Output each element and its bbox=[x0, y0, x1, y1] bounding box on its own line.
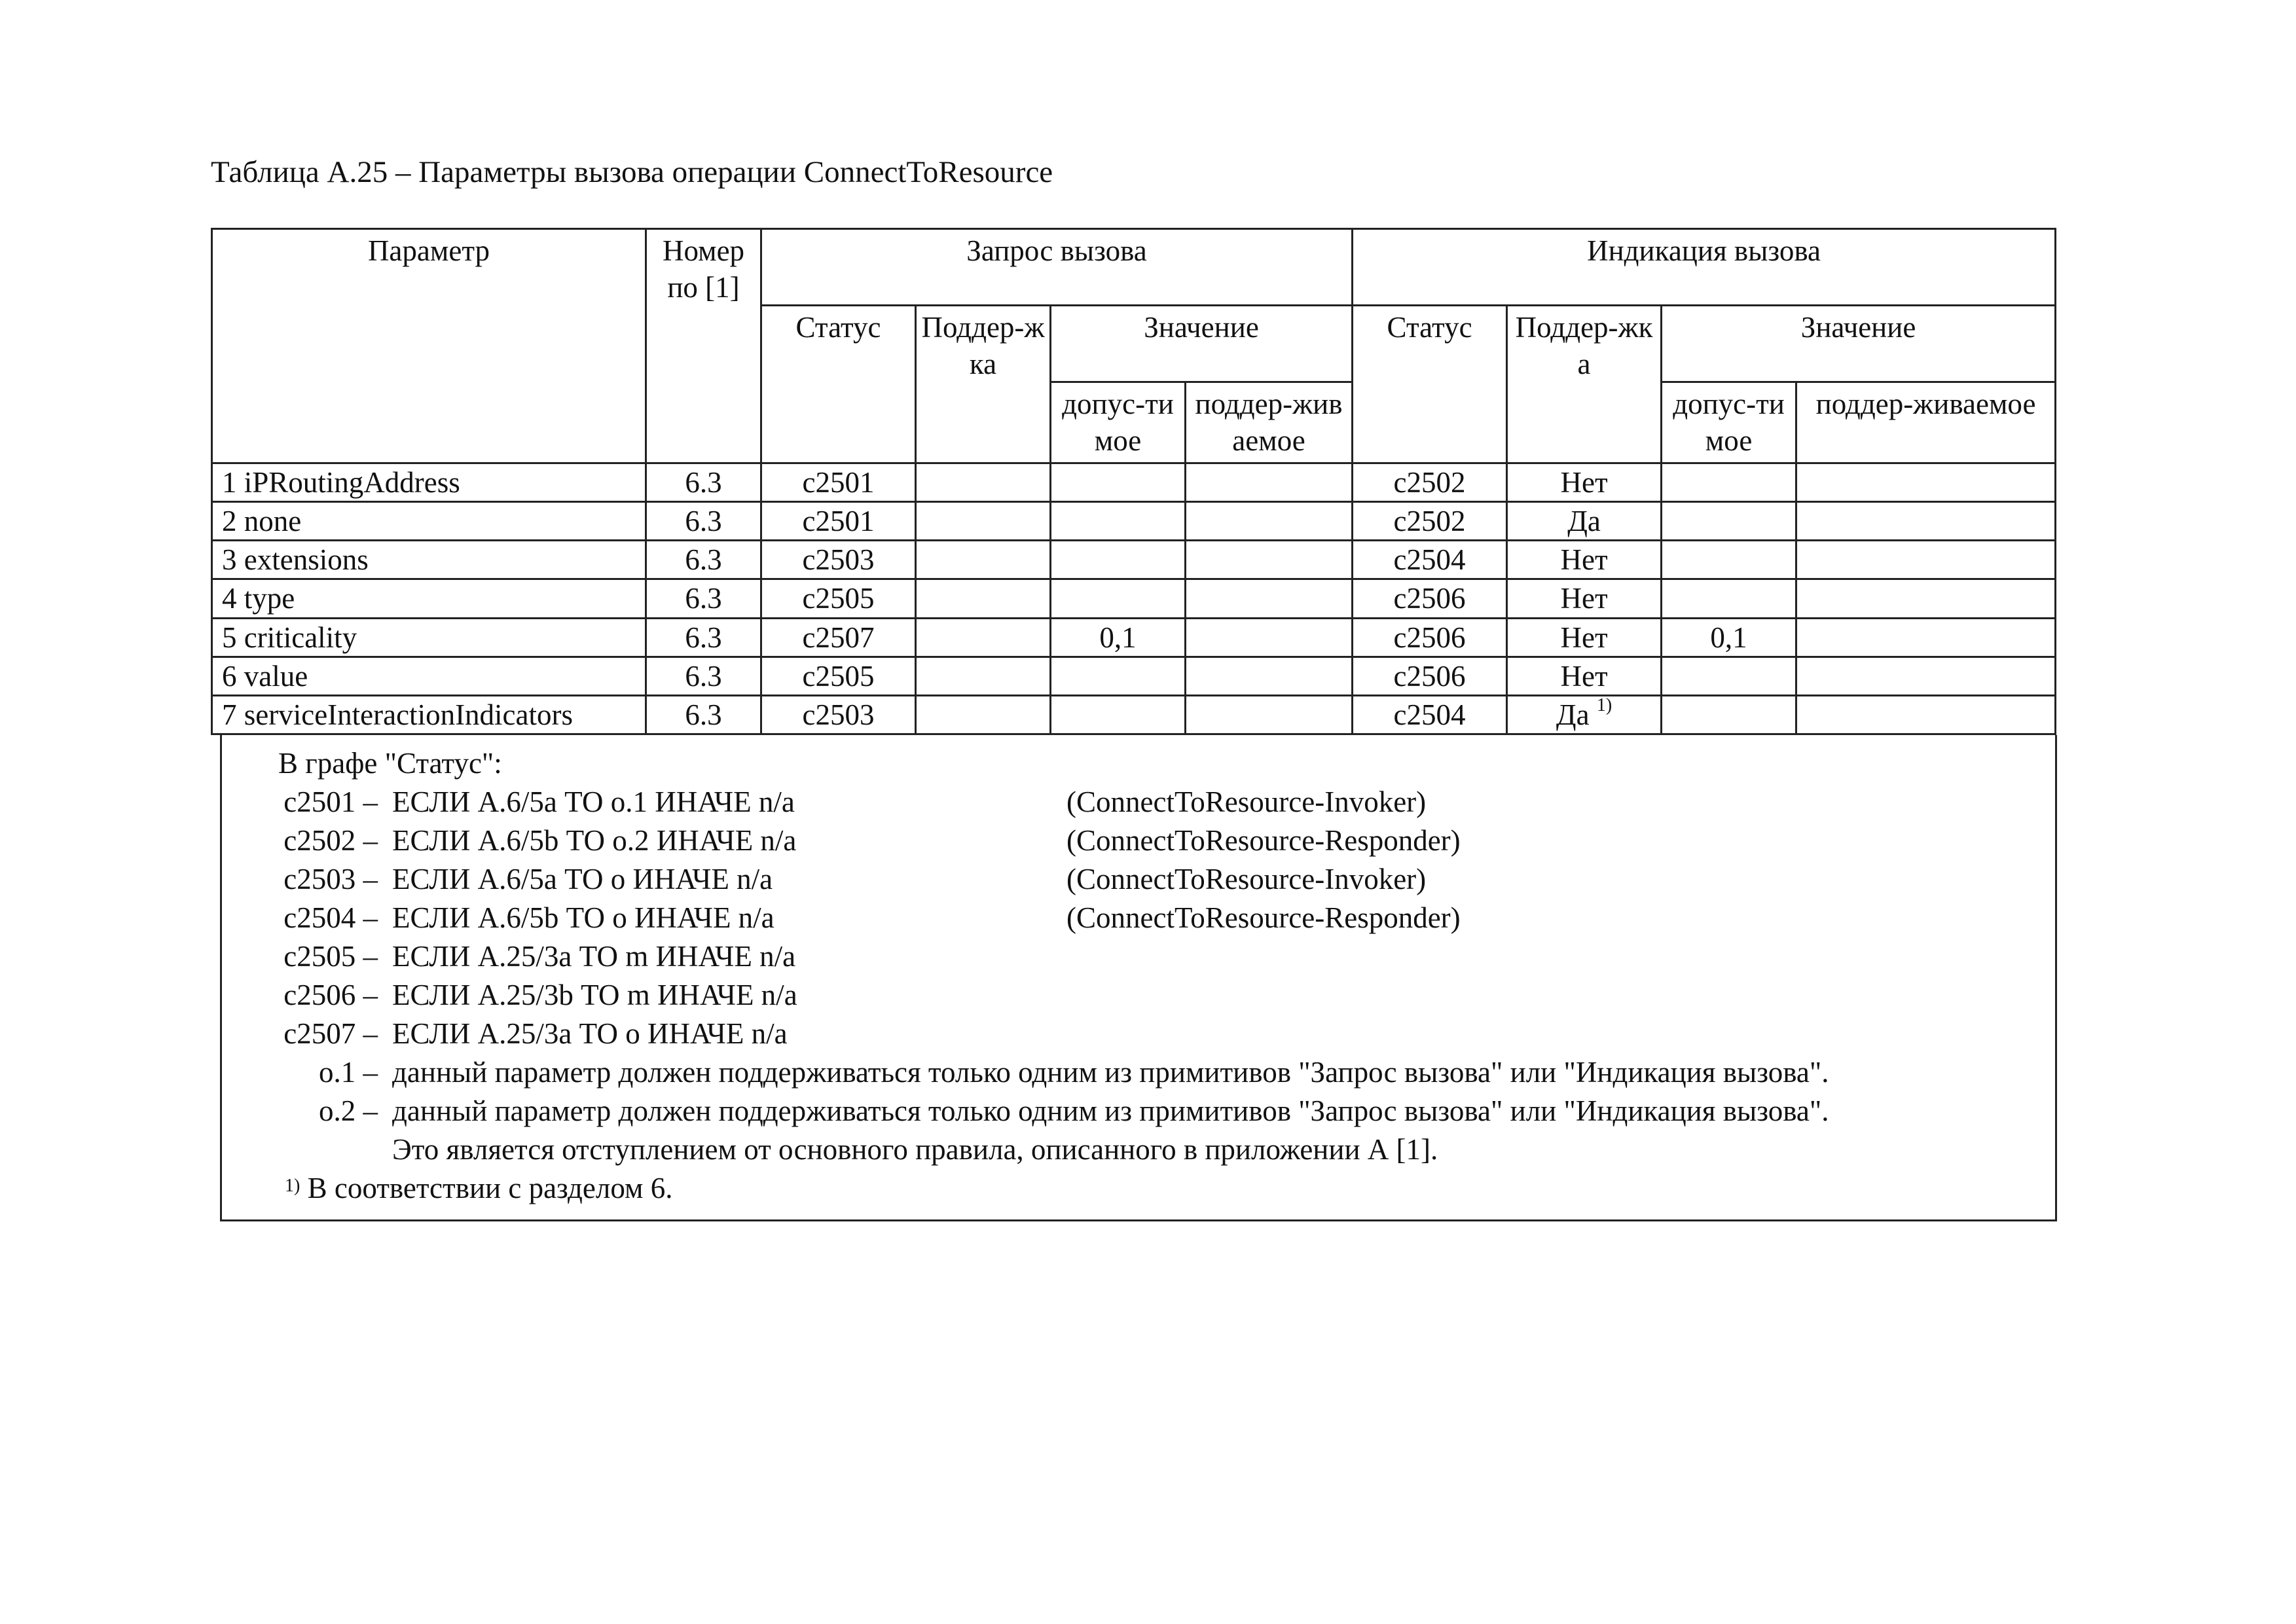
condition-code: c2504 – bbox=[283, 901, 378, 935]
condition-code: c2506 – bbox=[283, 979, 378, 1012]
condition-text: ЕСЛИ А.6/5a ТО o.1 ИНАЧЕ n/a bbox=[392, 785, 795, 819]
param-name: 5 criticality bbox=[212, 618, 646, 657]
header-indication-support: Поддер-жка bbox=[1507, 306, 1662, 463]
param-name: 3 extensions bbox=[212, 541, 646, 579]
indication-support bbox=[1507, 579, 1662, 618]
indication-support bbox=[1507, 618, 1662, 657]
header-request-status: Статус bbox=[761, 306, 916, 463]
request-support bbox=[916, 696, 1051, 734]
option-code: o.2 – bbox=[319, 1094, 378, 1128]
condition-row bbox=[222, 899, 2055, 937]
condition-role: (ConnectToResource-Responder) bbox=[1066, 824, 1461, 857]
indication-allowed: 0,1 bbox=[1662, 618, 1796, 657]
header-request-value: Значение bbox=[1051, 306, 1353, 382]
indication-support bbox=[1507, 657, 1662, 695]
param-name: 7 serviceInteractionIndicators bbox=[212, 696, 646, 734]
indication-support bbox=[1507, 463, 1662, 501]
support-value: Нет bbox=[1560, 465, 1608, 499]
param-name: 6 value bbox=[212, 657, 646, 695]
indication-status: c2504 bbox=[1353, 541, 1507, 579]
request-allowed bbox=[1051, 541, 1186, 579]
condition-row bbox=[222, 976, 2055, 1015]
request-supported bbox=[1186, 657, 1353, 695]
indication-status: c2506 bbox=[1353, 657, 1507, 695]
indication-status: c2502 bbox=[1353, 463, 1507, 501]
condition-text: ЕСЛИ А.25/3a ТО m ИНАЧЕ n/a bbox=[392, 940, 796, 973]
indication-supported bbox=[1796, 696, 2056, 734]
header-request: Запрос вызова bbox=[761, 229, 1353, 306]
header-request-allowed: допус-тимое bbox=[1051, 382, 1186, 463]
request-allowed bbox=[1051, 463, 1186, 501]
footnote-mark: 1) bbox=[285, 1176, 301, 1197]
request-support bbox=[916, 618, 1051, 657]
request-supported bbox=[1186, 696, 1353, 734]
param-number: 6.3 bbox=[646, 579, 761, 618]
indication-supported bbox=[1796, 618, 2056, 657]
request-status: c2503 bbox=[761, 696, 916, 734]
option-row bbox=[222, 1092, 2055, 1130]
support-value: Да bbox=[1567, 504, 1601, 537]
param-number: 6.3 bbox=[646, 463, 761, 501]
param-number: 6.3 bbox=[646, 541, 761, 579]
request-allowed: 0,1 bbox=[1051, 618, 1186, 657]
request-allowed bbox=[1051, 657, 1186, 695]
header-indication-value: Значение bbox=[1662, 306, 2056, 382]
request-supported bbox=[1186, 618, 1353, 657]
indication-supported bbox=[1796, 579, 2056, 618]
parameters-table bbox=[211, 228, 2056, 735]
condition-role: (ConnectToResource-Invoker) bbox=[1066, 785, 1427, 819]
table-row bbox=[212, 618, 2056, 657]
option-row bbox=[222, 1053, 2055, 1092]
table-caption: Таблица А.25 – Параметры вызова операции ConnectToResource bbox=[211, 155, 1053, 189]
table-frame bbox=[211, 228, 2054, 1221]
request-status: c2505 bbox=[761, 579, 916, 618]
indication-supported bbox=[1796, 657, 2056, 695]
indication-support bbox=[1507, 696, 1662, 734]
request-allowed bbox=[1051, 501, 1186, 540]
table-row bbox=[212, 501, 2056, 540]
indication-supported bbox=[1796, 501, 2056, 540]
table-row bbox=[212, 657, 2056, 695]
indication-allowed bbox=[1662, 657, 1796, 695]
request-status: c2503 bbox=[761, 541, 916, 579]
request-support bbox=[916, 501, 1051, 540]
footnote bbox=[222, 1169, 2055, 1208]
table-row bbox=[212, 696, 2056, 734]
indication-status: c2506 bbox=[1353, 618, 1507, 657]
condition-row bbox=[222, 1015, 2055, 1053]
header-indication-supported: поддер-живаемое bbox=[1796, 382, 2056, 463]
table-row bbox=[212, 579, 2056, 618]
footnote-ref: 1) bbox=[1596, 695, 1613, 715]
param-name: 1 iPRoutingAddress bbox=[212, 463, 646, 501]
param-number: 6.3 bbox=[646, 618, 761, 657]
request-allowed bbox=[1051, 579, 1186, 618]
support-value: Да bbox=[1556, 698, 1590, 731]
support-value: Нет bbox=[1560, 621, 1608, 654]
option-text: данный параметр должен поддерживаться только одним из примитивов "Запрос вызова" или "Индикация вызова". bbox=[392, 1056, 1829, 1089]
request-supported bbox=[1186, 579, 1353, 618]
request-supported bbox=[1186, 541, 1353, 579]
header-indication-allowed: допус-тимое bbox=[1662, 382, 1796, 463]
request-supported bbox=[1186, 463, 1353, 501]
header-request-support: Поддер-жка bbox=[916, 306, 1051, 463]
condition-code: c2501 – bbox=[283, 785, 378, 819]
support-value: Нет bbox=[1560, 659, 1608, 693]
indication-status: c2504 bbox=[1353, 696, 1507, 734]
request-status: c2501 bbox=[761, 501, 916, 540]
support-value: Нет bbox=[1560, 543, 1608, 576]
condition-role: (ConnectToResource-Invoker) bbox=[1066, 863, 1427, 896]
indication-allowed bbox=[1662, 463, 1796, 501]
indication-allowed bbox=[1662, 541, 1796, 579]
condition-row bbox=[222, 783, 2055, 821]
option-text: данный параметр должен поддерживаться только одним из примитивов "Запрос вызова" или "Индикация вызова". bbox=[392, 1094, 1829, 1128]
header-number: Номер по [1] bbox=[646, 229, 761, 463]
option-code: o.1 – bbox=[319, 1056, 378, 1089]
indication-status: c2506 bbox=[1353, 579, 1507, 618]
header-request-supported: поддер-живаемое bbox=[1186, 382, 1353, 463]
footnote-text: В соответствии с разделом 6. bbox=[300, 1172, 673, 1205]
header-parameter: Параметр bbox=[212, 229, 646, 463]
condition-text: ЕСЛИ А.6/5a ТО o ИНАЧЕ n/a bbox=[392, 863, 773, 896]
request-allowed bbox=[1051, 696, 1186, 734]
condition-text: ЕСЛИ А.25/3b ТО m ИНАЧЕ n/a bbox=[392, 979, 797, 1012]
condition-row bbox=[222, 937, 2055, 976]
condition-row bbox=[222, 821, 2055, 860]
condition-row bbox=[222, 860, 2055, 899]
condition-code: c2502 – bbox=[283, 824, 378, 857]
indication-support bbox=[1507, 501, 1662, 540]
condition-text: ЕСЛИ А.25/3a ТО o ИНАЧЕ n/a bbox=[392, 1017, 788, 1051]
condition-code: c2505 – bbox=[283, 940, 378, 973]
param-name: 2 none bbox=[212, 501, 646, 540]
table-row bbox=[212, 541, 2056, 579]
table-row bbox=[212, 463, 2056, 501]
condition-text: ЕСЛИ А.6/5b ТО o.2 ИНАЧЕ n/a bbox=[392, 824, 797, 857]
support-value: Нет bbox=[1560, 582, 1608, 615]
header-indication-status: Статус bbox=[1353, 306, 1507, 463]
condition-role: (ConnectToResource-Responder) bbox=[1066, 901, 1461, 935]
request-support bbox=[916, 579, 1051, 618]
param-number: 6.3 bbox=[646, 501, 761, 540]
indication-allowed bbox=[1662, 579, 1796, 618]
condition-text: ЕСЛИ А.6/5b ТО o ИНАЧЕ n/a bbox=[392, 901, 774, 935]
indication-allowed bbox=[1662, 696, 1796, 734]
indication-support bbox=[1507, 541, 1662, 579]
param-name: 4 type bbox=[212, 579, 646, 618]
indication-allowed bbox=[1662, 501, 1796, 540]
table-notes bbox=[220, 735, 2057, 1221]
indication-status: c2502 bbox=[1353, 501, 1507, 540]
request-status: c2501 bbox=[761, 463, 916, 501]
option-continuation: Это является отступлением от основного правила, описанного в приложении А [1]. bbox=[392, 1133, 1438, 1166]
request-support bbox=[916, 541, 1051, 579]
indication-supported bbox=[1796, 463, 2056, 501]
request-supported bbox=[1186, 501, 1353, 540]
request-status: c2507 bbox=[761, 618, 916, 657]
indication-supported bbox=[1796, 541, 2056, 579]
request-support bbox=[916, 657, 1051, 695]
condition-code: c2503 – bbox=[283, 863, 378, 896]
header-indication: Индикация вызова bbox=[1353, 229, 2056, 306]
param-number: 6.3 bbox=[646, 696, 761, 734]
request-support bbox=[916, 463, 1051, 501]
condition-code: c2507 – bbox=[283, 1017, 378, 1051]
notes-heading: В графе "Статус": bbox=[278, 747, 502, 780]
request-status: c2505 bbox=[761, 657, 916, 695]
param-number: 6.3 bbox=[646, 657, 761, 695]
